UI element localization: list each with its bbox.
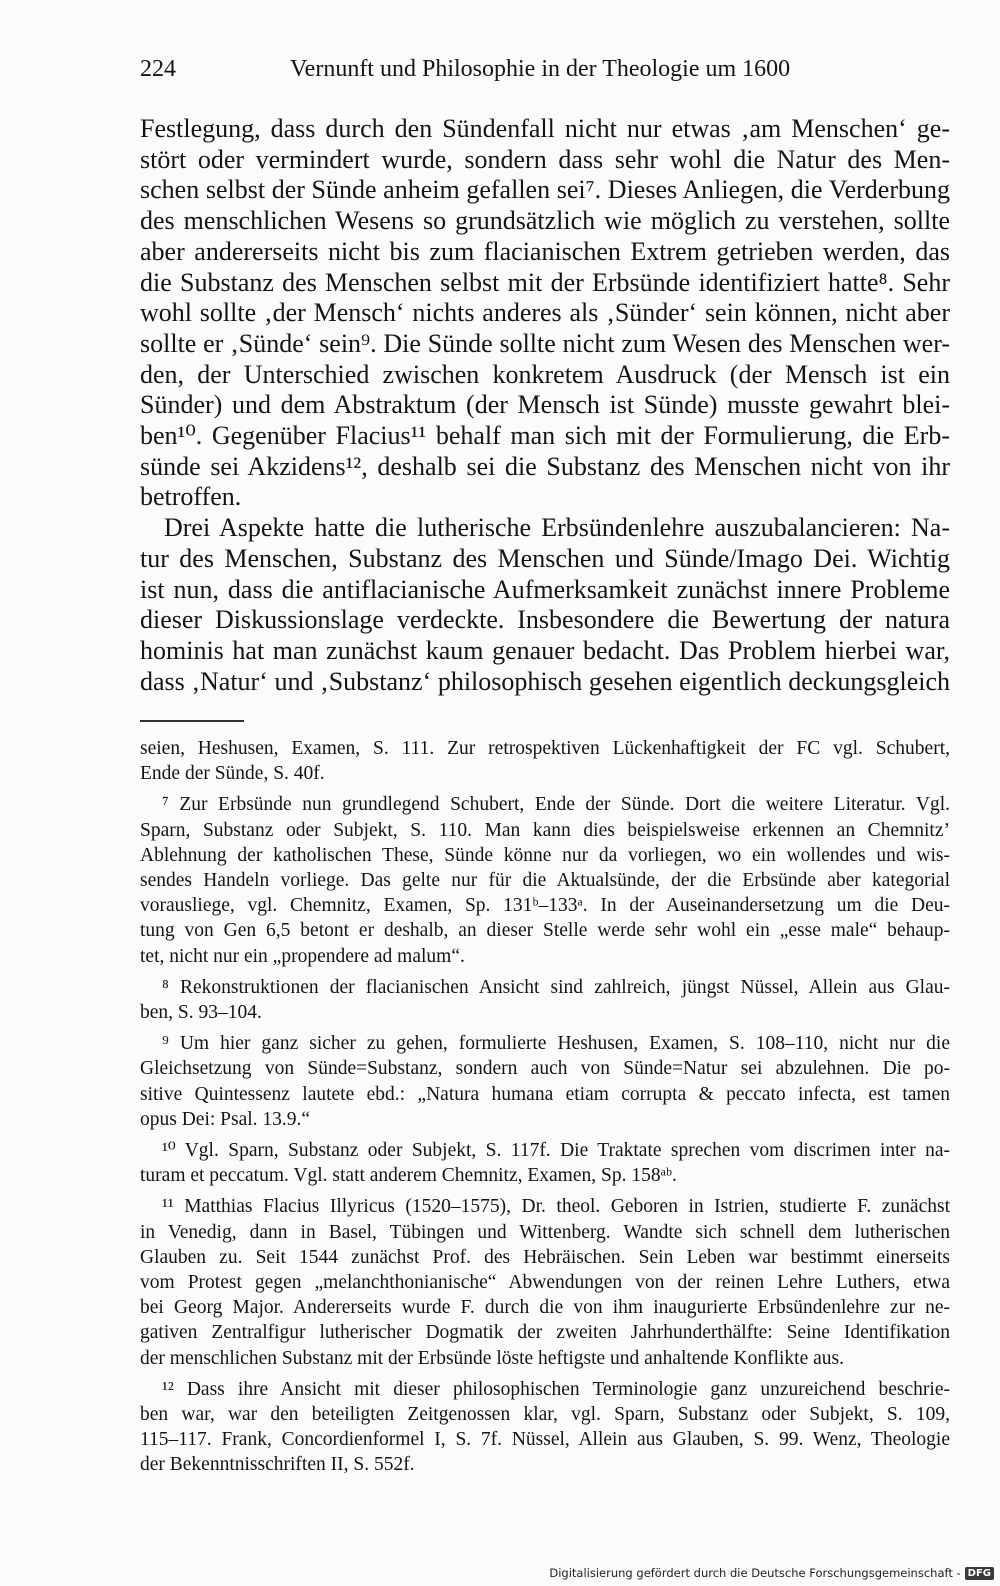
footnote-line: sitive Quintessenz lautete ebd.: „Natura humana etiam corrupta & peccato infecta, est tamen xyxy=(140,1083,950,1105)
text-line: schen selbst der Sünde anheim gefallen sei⁷. Dieses Anliegen, die Verderbung xyxy=(140,175,950,205)
footnote-line: 115–117. Frank, Concordienformel I, S. 7f. Nüssel, Allein aus Glauben, S. 99. Wenz, Theologie xyxy=(140,1429,950,1451)
credit-text: Digitalisierung gefördert durch die Deutsche Forschungsgemeinschaft - xyxy=(549,1566,961,1580)
footnote-line: ¹² Dass ihre Ansicht mit dieser philosophischen Terminologie ganz unzureichend beschrie- xyxy=(162,1378,950,1400)
text-line: tur des Menschen, Substanz des Menschen und Sünde/Imago Dei. Wichtig xyxy=(140,543,950,573)
footnote-7 xyxy=(140,792,950,968)
paragraph-1 xyxy=(140,114,950,513)
footnote-line: bei Georg Major. Andererseits wurde F. durch die von ihm inaugurierte Erbsündenlehre zur ne- xyxy=(140,1297,950,1319)
footnote-8 xyxy=(140,975,950,1025)
running-title: Vernunft und Philosophie in der Theologie um 1600 xyxy=(290,56,791,82)
footnote-line: ben war, war den beteiligten Zeitgenossen klar, vgl. Sparn, Substanz oder Subjekt, S. 109, xyxy=(140,1404,950,1426)
footnote-line: seien, Heshusen, Examen, S. 111. Zur retrospektiven Lückenhaftigkeit der FC vgl. Schubert, xyxy=(140,738,950,759)
footnote-line: ben, S. 93–104. xyxy=(140,1002,262,1024)
text-line: ben¹⁰. Gegenüber Flacius¹¹ behalf man sich mit der Formulierung, die Erb- xyxy=(140,421,950,451)
footnote-line: vorausliege, vgl. Chemnitz, Examen, Sp. 131ᵇ–133ᵃ. In der Auseinandersetzung um die Deu- xyxy=(140,895,950,917)
footnote-line: opus Dei: Psal. 13.9.“ xyxy=(140,1108,311,1130)
footnote-line: gativen Zentralfigur lutherischer Dogmatik der zweiten Jahrhunderthälfte: Seine Identifikation xyxy=(140,1322,950,1344)
text-line: sünde sei Akzidens¹², deshalb sei die Substanz des Menschen nicht von ihr xyxy=(140,451,950,481)
footnote-line: turam et peccatum. Vgl. statt anderem Chemnitz, Examen, Sp. 158ᵃᵇ. xyxy=(140,1165,677,1187)
text-line: ist nun, dass die antiflacianische Aufmerksamkeit zunächst innere Probleme xyxy=(140,574,950,604)
text-line: Drei Aspekte hatte die lutherische Erbsündenlehre auszubalancieren: Na- xyxy=(164,513,950,543)
text-line: Sünder) und dem Abstraktum (der Mensch ist Sünde) musste gewahrt blei- xyxy=(140,390,950,420)
footnote-10 xyxy=(140,1138,950,1188)
digitization-credit xyxy=(549,1560,994,1586)
footnote-line: ⁹ Um hier ganz sicher zu gehen, formulierte Heshusen, Examen, S. 108–110, nicht nur die xyxy=(162,1033,950,1055)
footnote-9 xyxy=(140,1031,950,1132)
footnote-line: ⁷ Zur Erbsünde nun grundlegend Schubert, Ende der Sünde. Dort die weitere Literatur. Vgl. xyxy=(162,794,950,816)
footnote-line: in Venedig, dann in Basel, Tübingen und Wittenberg. Wandte sich schnell dem lutherischen xyxy=(140,1221,950,1243)
text-line: aber andererseits nicht bis zum flacianischen Extrem getrieben werden, das xyxy=(140,236,950,266)
text-line: wohl sollte ‚der Mensch‘ nichts anderes als ‚Sünder‘ sein können, nicht aber xyxy=(140,298,950,328)
footnote-separator xyxy=(140,720,244,722)
footnote-12 xyxy=(140,1377,950,1478)
footnote-line: Gleichsetzung von Sünde=Substanz, sondern auch von Sünde=Natur sei abzulehnen. Die po- xyxy=(140,1058,950,1080)
footnote-11 xyxy=(140,1194,950,1370)
main-text xyxy=(140,114,950,697)
footnote-line: der menschlichen Substanz mit der Erbsünde löste heftigste und anhaltende Konflikte aus. xyxy=(140,1347,844,1369)
text-line: betroffen. xyxy=(140,482,242,512)
footnote-line: Ende der Sünde, S. 40f. xyxy=(140,763,325,785)
footnote-line: ¹¹ Matthias Flacius Illyricus (1520–1575), Dr. theol. Geboren in Istrien, studierte F. zunächst xyxy=(162,1196,950,1218)
footnote-line: Ablehnung der katholischen These, Sünde könne nur da vorliegen, wo ein wollendes und wis- xyxy=(140,844,950,866)
footnote-line: vom Protest gegen „melanchthonianische“ Abwendungen von der reinen Lehre Luthers, etwa xyxy=(140,1272,950,1294)
text-line: dass ‚Natur‘ und ‚Substanz‘ philosophisch gesehen eigentlich deckungsgleich xyxy=(140,666,950,696)
running-header xyxy=(140,52,950,86)
text-line: hominis hat man zunächst kaum genauer bedacht. Das Problem hierbei war, xyxy=(140,635,950,665)
text-line: den, der Unterschied zwischen konkretem Ausdruck (der Mensch ist ein xyxy=(140,359,950,389)
dfg-logo-icon: DFG xyxy=(965,1567,994,1580)
footnote-line: sendes Handeln vorliege. Das gelte nur für die Aktualsünde, der die Erbsünde aber kategorial xyxy=(140,870,950,892)
footnote-line: tung von Gen 6,5 betont er deshalb, an dieser Stelle werde sehr wohl ein „esse male“ behaup- xyxy=(140,920,950,942)
footnote-continuation xyxy=(140,736,950,786)
text-line: dieser Diskussionslage verdeckte. Insbesondere die Bewertung der natura xyxy=(140,605,950,635)
page-number: 224 xyxy=(140,56,176,82)
footnote-line: Glauben zu. Seit 1544 zunächst Prof. des Hebräischen. Sein Leben war bestimmt einerseits xyxy=(140,1246,950,1268)
footnote-line: ⁸ Rekonstruktionen der flacianischen Ansicht sind zahlreich, jüngst Nüssel, Allein aus Glau- xyxy=(162,976,950,998)
footnotes xyxy=(140,736,950,1484)
footnote-line: Sparn, Substanz oder Subjekt, S. 110. Man kann dies beispielsweise erkennen an Chemnitz’ xyxy=(140,819,950,841)
footnote-line: ¹⁰ Vgl. Sparn, Substanz oder Subjekt, S. 117f. Die Traktate sprechen vom discrimen inter na- xyxy=(162,1140,950,1162)
text-line: sollte er ‚Sünde‘ sein⁹. Die Sünde sollte nicht zum Wesen des Menschen wer- xyxy=(140,328,950,358)
text-line: stört oder vermindert wurde, sondern dass sehr wohl die Natur des Men- xyxy=(140,144,950,174)
footnote-line: der Bekenntnisschriften II, S. 552f. xyxy=(140,1454,415,1476)
text-line: Festlegung, dass durch den Sündenfall nicht nur etwas ‚am Menschen‘ ge- xyxy=(140,114,950,143)
text-line: die Substanz des Menschen selbst mit der Erbsünde identifiziert hatte⁸. Sehr xyxy=(140,267,950,297)
text-line: des menschlichen Wesens so grundsätzlich wie möglich zu verstehen, sollte xyxy=(140,206,950,236)
paragraph-2 xyxy=(140,513,950,697)
footnote-line: tet, nicht nur ein „propendere ad malum“. xyxy=(140,945,465,967)
